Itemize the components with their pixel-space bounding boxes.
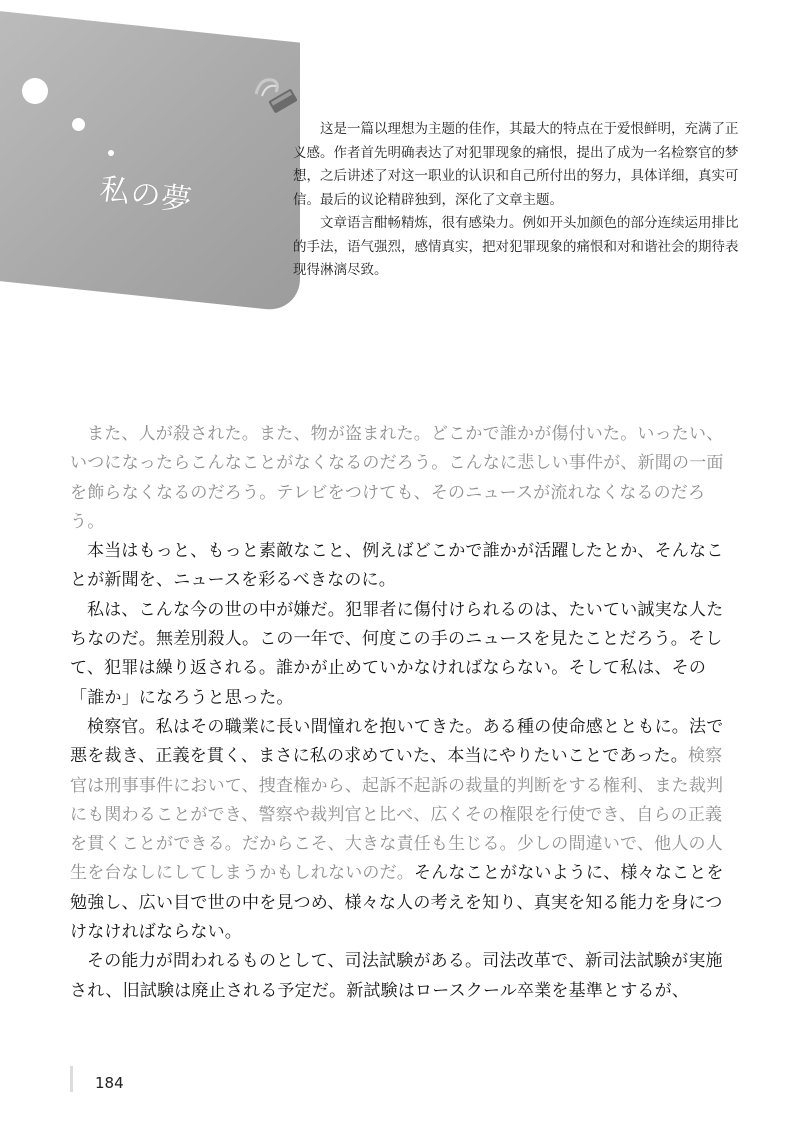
essay-paragraph <box>70 713 730 947</box>
essay-body <box>70 420 730 1006</box>
essay-title: 私の夢 <box>97 171 195 220</box>
decorative-dot <box>72 118 85 131</box>
page-marker <box>70 1066 73 1092</box>
essay-paragraph-highlighted: また、人が殺された。また、物が盗まれた。どこかで誰かが傷付いた。いったい、いつになったらこんなことがなくなるのだろう。こんなに悲しい事件が、新聞の一面を飾らなくなるのだろう。テレビをつけても、そのニュースが流れなくなるのだろう。 <box>70 424 724 532</box>
essay-paragraph: その能力が問われるものとして、司法試験がある。司法改革で、新司法試験が実施され、旧試験は廃止される予定だ。新試験はロースクール卒業を基準とするが、 <box>70 951 723 1001</box>
binder-clip-icon <box>250 72 302 116</box>
commentary-paragraph: 这是一篇以理想为主题的佳作，其最大的特点在于爱恨鲜明，充满了正义感。作者首先明确表达了对犯罪现象的痛恨，提出了成为一名检察官的梦想，之后讲述了对这一职业的认识和自己所付出的努力，具体详细，真实可信。最后的议论精辟独到，深化了文章主题。 <box>293 121 739 208</box>
title-card <box>0 8 300 313</box>
essay-paragraph: 私は、こんな今の世の中が嫌だ。犯罪者に傷付けられるのは、たいてい誠実な人たちなのだ。無差別殺人。この一年で、何度この手のニュースを見たことだろう。そして、犯罪は繰り返される。誰かが止めていかなければならない。そして私は、その「誰か」になろうと思った。 <box>70 599 724 708</box>
essay-sentence-highlighted: 検察官は刑事事件において、捜査権から、起訴不起訴の裁量的判断をする権利、また裁判にも関わることができ、警察や裁判官と比べ、広くその権限を行使でき、自らの正義を貫くことができる。だからこそ、大きな責任も生じる。少しの間違いで、他人の人生を台なしにしてしまうかもしれないのだ。 <box>70 746 724 884</box>
essay-sentence: そんなことがないように、様々なことを勉強し、広い目で世の中を見つめ、様々な人の考えを知り、真実を知る能力を身につけなければならない。 <box>70 863 724 943</box>
commentary-paragraph: 文章语言酣畅精炼，很有感染力。例如开头加颜色的部分连续运用排比的手法，语气强烈，感情真实，把对犯罪现象的痛恨和对和谐社会的期待表现得淋漓尽致。 <box>293 215 739 278</box>
page-number: 184 <box>95 1074 124 1092</box>
essay-paragraph: 本当はもっと、もっと素敵なこと、例えばどこかで誰かが活躍したとか、そんなことが新聞を、ニュースを彩るべきなのに。 <box>70 541 724 591</box>
essay-sentence: 検察官。私はその職業に長い間憧れを抱いてきた。ある種の使命感とともに。法で悪を裁き、正義を貫く、まさに私の求めていた、本当にやりたいことであった。 <box>70 716 724 767</box>
decorative-dot <box>22 78 48 104</box>
decorative-dot <box>108 150 114 156</box>
commentary <box>293 118 743 283</box>
